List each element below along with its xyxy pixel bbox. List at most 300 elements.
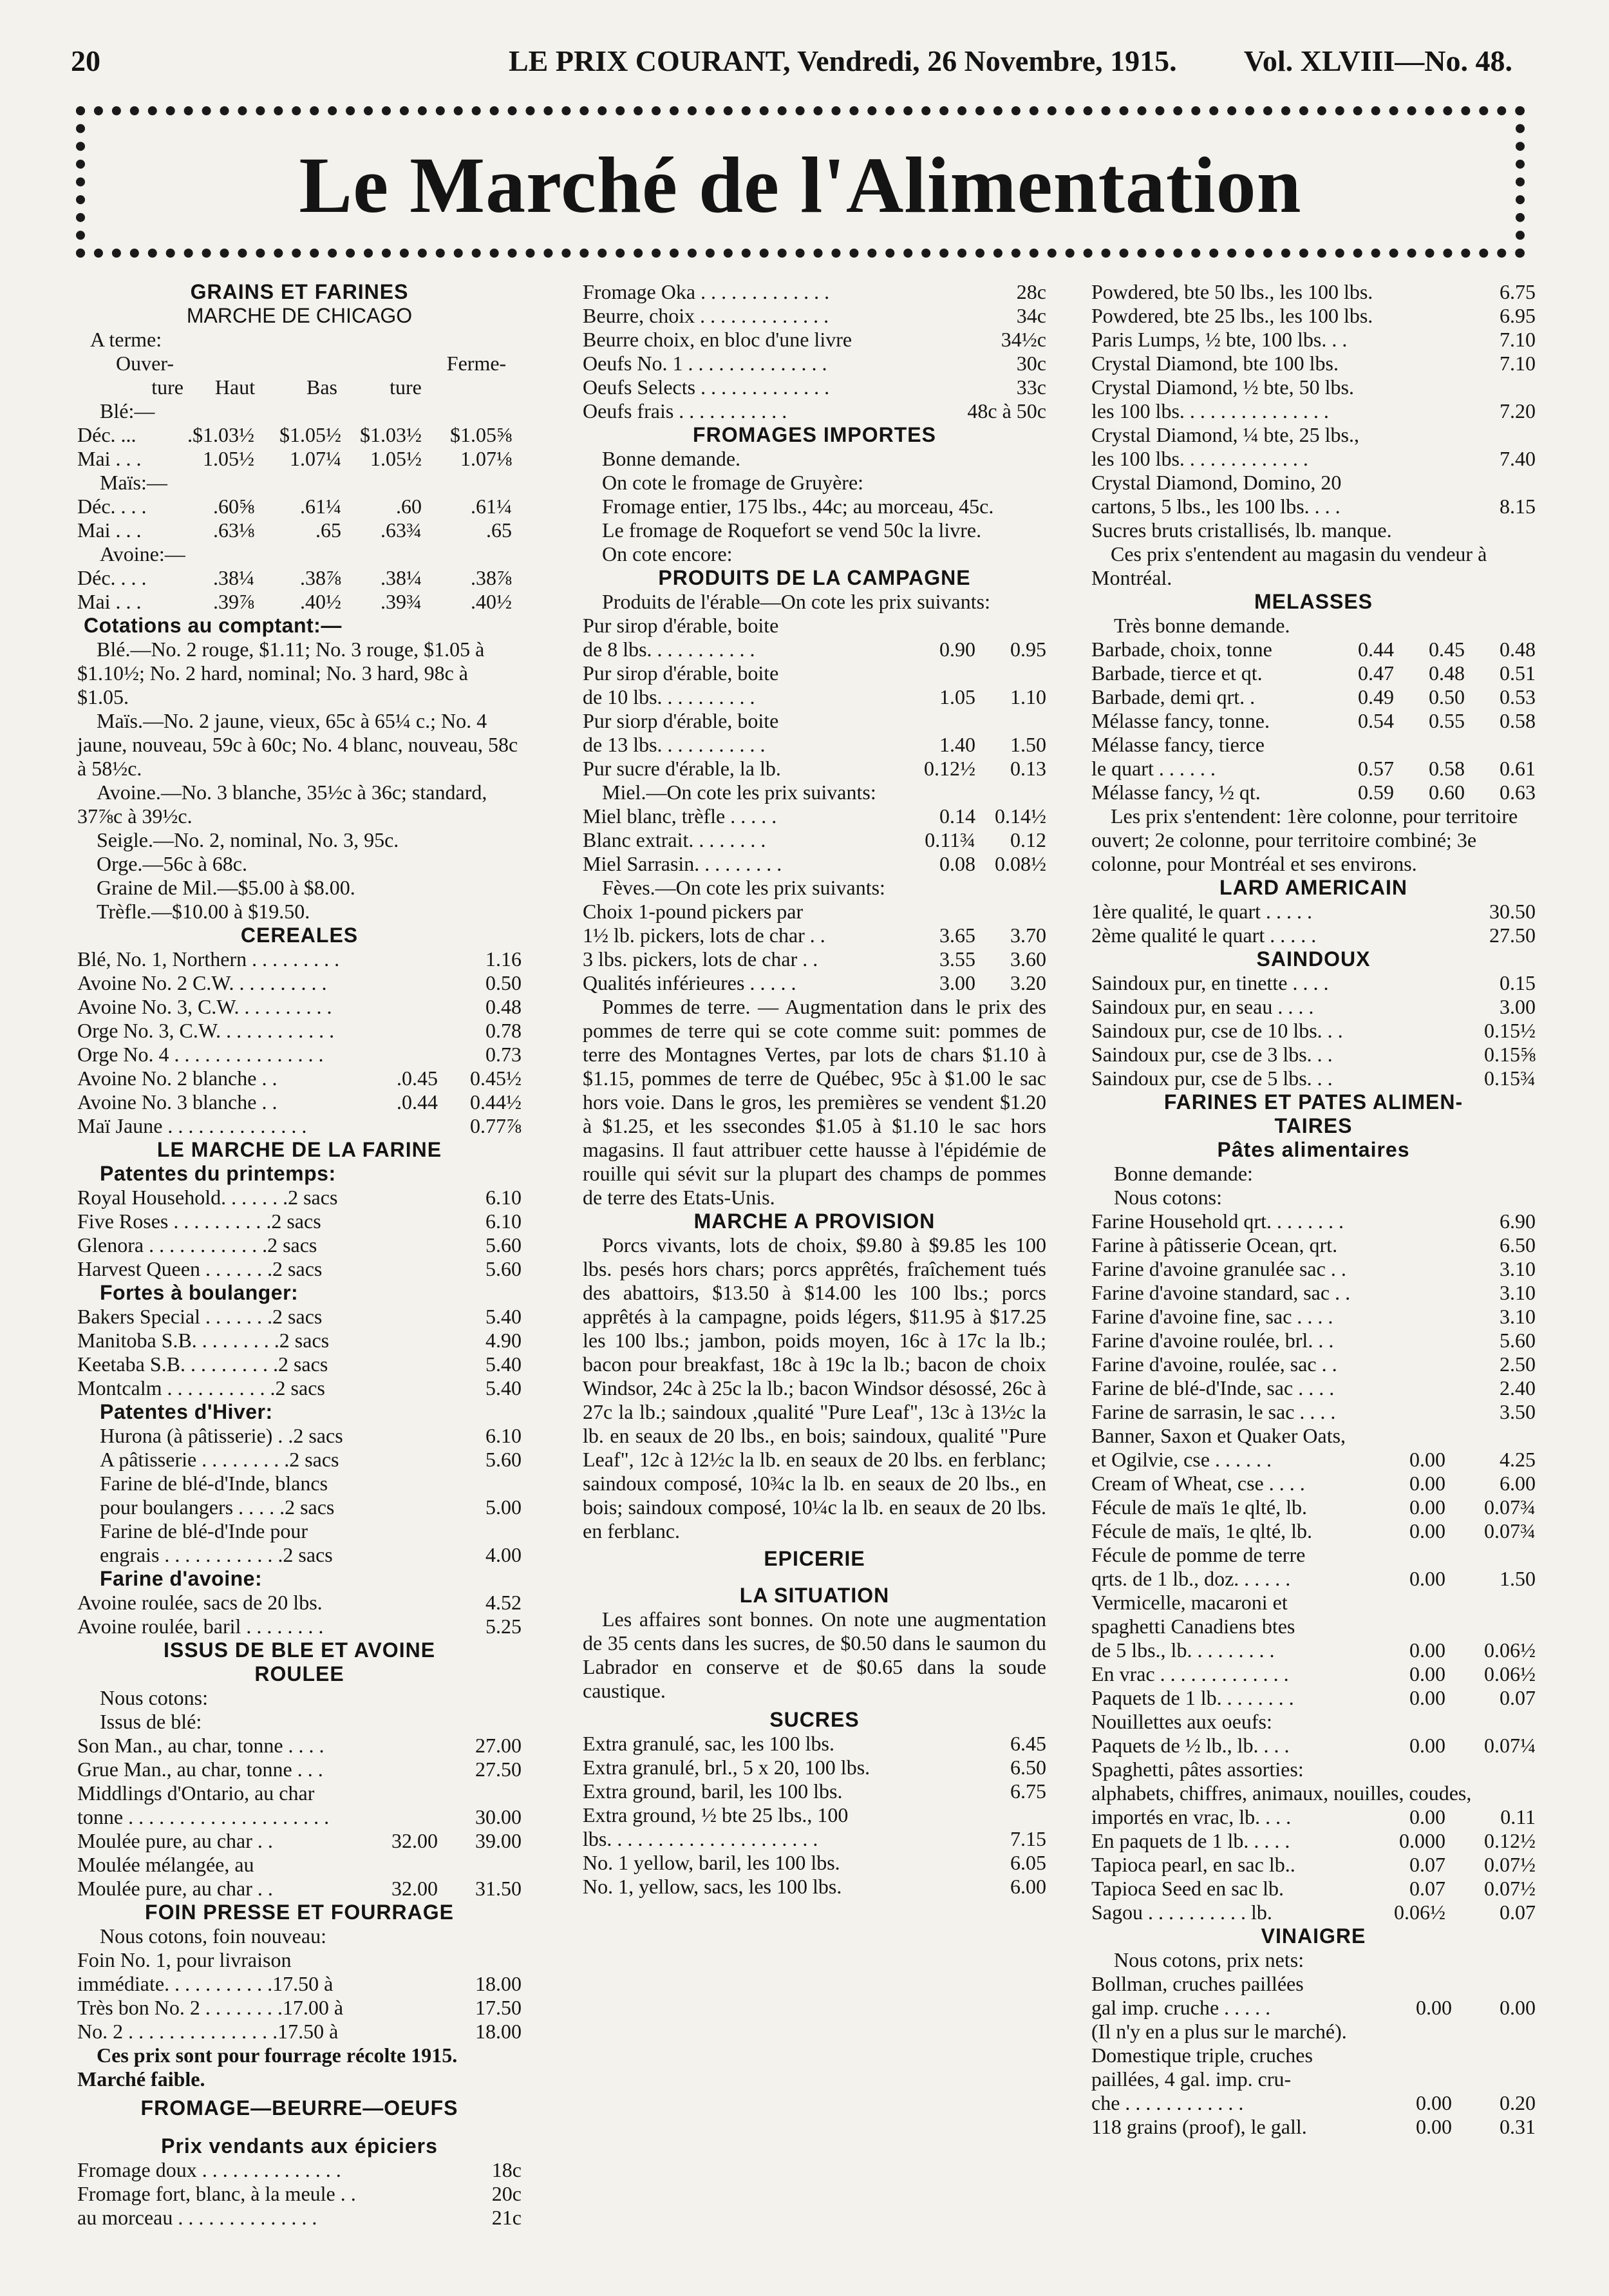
price-value: 5.60 xyxy=(1500,1329,1536,1352)
price-value: 3.50 xyxy=(1500,1400,1536,1423)
price-row xyxy=(583,280,1046,304)
price-row xyxy=(1091,1829,1536,1853)
text-line: Choix 1-pound pickers par xyxy=(583,900,804,923)
price-value: 0.07½ xyxy=(1484,1853,1536,1876)
price-value: 5.60 xyxy=(485,1257,522,1280)
price-value: 5.25 xyxy=(485,1615,522,1638)
price-value xyxy=(354,1805,438,1829)
price-value: 0.08½ xyxy=(995,852,1046,875)
price-label: Royal Household. . . . . . .2 sacs xyxy=(77,1186,338,1209)
price-value: 6.45 xyxy=(1010,1732,1046,1755)
price-label: Blanc extrait. . . . . . . . xyxy=(583,828,766,851)
price-value: 32.00 xyxy=(391,1829,438,1852)
price-row xyxy=(77,1972,522,1996)
price-value: 1.07⅛ xyxy=(460,447,512,470)
price-value: 0.44 xyxy=(1358,638,1394,661)
price-value: 1.10 xyxy=(1010,685,1046,708)
price-label: Mélasse fancy, tonne. xyxy=(1091,709,1270,732)
price-label: Beurre choix, en bloc d'une livre xyxy=(583,328,852,351)
price-label: Miel blanc, trèfle . . . . . xyxy=(583,804,777,828)
col-header: Bas xyxy=(306,375,337,399)
price-row xyxy=(77,1233,522,1257)
price-label: En paquets de 1 lb. . . . . xyxy=(1091,1829,1290,1852)
col-header: Ferme- xyxy=(446,352,507,375)
price-label: A pâtisserie . . . . . . . . .2 sacs xyxy=(100,1448,339,1471)
price-value: 0.11 xyxy=(1500,1805,1536,1828)
price-label: Fécule de maïs, 1e qlté, lb. xyxy=(1091,1519,1313,1542)
price-value: 0.00 xyxy=(1409,1662,1445,1685)
price-label: tonne . . . . . . . . . . . . . . . . . . . . xyxy=(77,1805,330,1828)
price-value xyxy=(1381,2020,1452,2044)
subheading: Farine d'avoine: xyxy=(100,1567,263,1590)
section-heading: FOIN PRESSE ET FOURRAGE xyxy=(145,1901,454,1924)
price-label: Barbade, choix, tonne xyxy=(1091,638,1272,661)
price-value: .60 xyxy=(396,495,422,518)
price-row xyxy=(583,971,1046,995)
price-value: 0.13 xyxy=(1010,757,1046,780)
price-label: Extra granulé, sac, les 100 lbs. xyxy=(583,1732,834,1755)
price-value: 30.00 xyxy=(475,1805,522,1828)
price-row xyxy=(77,995,522,1019)
price-row xyxy=(77,1734,522,1758)
price-value xyxy=(438,1853,522,1877)
subheading: Blé:— xyxy=(100,399,155,422)
price-row xyxy=(583,375,1046,399)
section-heading: ROULEE xyxy=(254,1662,344,1685)
price-value: 3.10 xyxy=(1500,1257,1536,1280)
price-row xyxy=(1091,1067,1536,1090)
price-row xyxy=(77,1543,522,1567)
price-row xyxy=(583,733,1046,757)
section-heading: LARD AMERICAIN xyxy=(1219,876,1407,899)
price-value: 30.50 xyxy=(1489,900,1536,923)
running-header xyxy=(64,37,1512,89)
price-value xyxy=(1323,733,1394,757)
price-value xyxy=(975,614,1046,638)
price-value: 0.61 xyxy=(1500,757,1536,780)
price-row xyxy=(1091,1233,1536,1257)
price-value xyxy=(1445,1758,1536,1781)
price-value: 0.00 xyxy=(1409,1567,1445,1590)
text-line: Issus de blé: xyxy=(100,1710,202,1733)
paragraph: Pommes de terre. — Augmentation dans le prix des pommes de terre qui se cote comme suit: pommes de terre des Montagnes Vertes, par lots de chars $1.10 à $1.15, pommes de terre de Québec, 95c à $1.00 le sac hors voie. Dans le gros, les premières se vendent $1.20 à $1.25, et les ssecondes $1.05 à $1.10 le sac hors magasins. Il faut attribuer cette hausse à l'épidémie de rouille qui sévit sur la plupart des champs de pommes de terre des Etats-Unis. xyxy=(583,995,1046,1209)
price-label: Qualités inférieures . . . . . xyxy=(583,971,796,994)
price-row xyxy=(1091,1257,1536,1281)
subheading: MARCHE DE CHICAGO xyxy=(186,304,413,327)
price-row xyxy=(1091,1281,1536,1305)
price-row xyxy=(583,638,1046,661)
price-label: Avoine roulée, sacs de 20 lbs. xyxy=(77,1591,323,1614)
futures-row xyxy=(77,495,522,518)
price-value: 0.07 xyxy=(1409,1853,1445,1876)
price-value: 0.00 xyxy=(1409,1734,1445,1757)
price-row xyxy=(583,352,1046,375)
price-label: Vermicelle, macaroni et xyxy=(1091,1591,1288,1614)
price-value: 0.11¾ xyxy=(925,828,975,851)
price-value: 3.10 xyxy=(1500,1305,1536,1328)
price-value: 5.00 xyxy=(485,1495,522,1519)
price-value: 6.75 xyxy=(1010,1779,1046,1803)
column-1 xyxy=(77,280,522,2230)
price-label: Mélasse fancy, tierce xyxy=(1091,733,1265,756)
section-heading: TAIRES xyxy=(1274,1114,1353,1137)
price-label: Oeufs No. 1 . . . . . . . . . . . . . . xyxy=(583,352,827,375)
price-label: Foin No. 1, pour livraison xyxy=(77,1948,292,1971)
price-label: au morceau . . . . . . . . . . . . . . xyxy=(77,2206,317,2229)
price-row xyxy=(77,1257,522,1281)
subheading: Avoine:— xyxy=(100,542,185,565)
price-value xyxy=(1381,2067,1452,2091)
text-line: Farine de blé-d'Inde, blancs xyxy=(100,1472,328,1495)
price-value xyxy=(1465,375,1536,399)
price-row xyxy=(1091,924,1536,947)
section-heading: VINAIGRE xyxy=(1261,1924,1366,1948)
price-value: 0.07¼ xyxy=(1484,1734,1536,1757)
price-row xyxy=(1091,1781,1536,1805)
price-value: 27.50 xyxy=(1489,924,1536,947)
paragraph: Orge.—56c à 68c. xyxy=(97,852,247,875)
price-row xyxy=(1091,1400,1536,1424)
price-label: Fécule de pomme de terre xyxy=(1091,1543,1306,1566)
price-label: En vrac . . . . . . . . . . . . . xyxy=(1091,1662,1289,1685)
price-value: 32.00 xyxy=(391,1877,438,1900)
price-label: Saindoux pur, cse de 5 lbs. . . xyxy=(1091,1067,1333,1090)
label: A terme: xyxy=(90,328,162,351)
price-row xyxy=(1091,685,1536,709)
price-value xyxy=(1445,1591,1536,1615)
section-heading: MELASSES xyxy=(1254,590,1373,613)
price-value xyxy=(354,1853,438,1877)
price-label: Mélasse fancy, ½ qt. xyxy=(1091,781,1261,804)
price-label: Barbade, demi qrt. . xyxy=(1091,685,1256,708)
price-label: Fromage fort, blanc, à la meule . . xyxy=(77,2182,356,2205)
price-row xyxy=(77,1615,522,1638)
paragraph: Produits de l'érable—On cote les prix suivants: xyxy=(602,590,990,613)
paragraph: Ces prix sont pour fourrage récolte 1915. Marché faible. xyxy=(77,2044,458,2091)
price-value: 0.000 xyxy=(1399,1829,1445,1852)
paragraph: Maïs.—No. 2 jaune, vieux, 65c à 65¼ c.; No. 4 jaune, nouveau, 59c à 60c; No. 4 blanc, nouveau, 58c à 58½c. xyxy=(77,709,518,780)
price-row xyxy=(1091,1305,1536,1329)
price-value xyxy=(1465,423,1536,447)
price-value: .63⅛ xyxy=(213,518,254,542)
price-value: 0.00 xyxy=(1409,1472,1445,1495)
price-label: Saindoux pur, en tinette . . . . xyxy=(1091,971,1329,994)
price-value: 3.00 xyxy=(1500,995,1536,1018)
price-value: 0.06½ xyxy=(1394,1901,1445,1924)
price-value xyxy=(1452,2044,1536,2067)
price-row xyxy=(77,2020,522,2044)
price-value xyxy=(1500,1781,1536,1805)
price-value: 0.45 xyxy=(1429,638,1465,661)
price-label: Hurona (à pâtisserie) . .2 sacs xyxy=(100,1424,343,1447)
price-label: Banner, Saxon et Quaker Oats, xyxy=(1091,1424,1346,1447)
price-value: .63¾ xyxy=(381,518,422,542)
page-title: Le Marché de l'Alimentation xyxy=(299,141,1302,229)
price-row xyxy=(1091,1495,1536,1519)
subheading: Maïs:— xyxy=(100,471,167,494)
price-value: 30c xyxy=(1016,352,1046,375)
price-row xyxy=(1091,638,1536,661)
price-value: .61¼ xyxy=(300,495,341,518)
price-value xyxy=(1375,1615,1445,1638)
price-value xyxy=(1445,1615,1536,1638)
price-value: 1.40 xyxy=(939,733,975,756)
price-value: 0.53 xyxy=(1500,685,1536,708)
price-row xyxy=(1091,1376,1536,1400)
price-value: 7.20 xyxy=(1500,399,1536,422)
section-heading: FROMAGE—BEURRE—OEUFS xyxy=(140,2096,458,2120)
paragraph: Blé.—No. 2 rouge, $1.11; No. 3 rouge, $1.05 à $1.10½; No. 2 hard, nominal; No. 3 hard, 98c à $1.05. xyxy=(77,638,485,708)
price-value: 2.50 xyxy=(1500,1352,1536,1376)
price-value: 0.57 xyxy=(1358,757,1394,780)
price-value: .38¼ xyxy=(213,566,254,589)
price-value: 0.00 xyxy=(1409,1495,1445,1519)
price-value: 0.58 xyxy=(1429,757,1465,780)
price-label: Farine Household qrt. . . . . . . . xyxy=(1091,1210,1344,1233)
price-value xyxy=(1452,1972,1536,1996)
price-row xyxy=(583,328,1046,352)
price-value: 6.00 xyxy=(1500,1472,1536,1495)
price-label: Mai . . . xyxy=(77,447,142,470)
price-row xyxy=(77,1591,522,1615)
price-value xyxy=(1465,471,1536,495)
price-value: $1.05½ xyxy=(279,423,341,446)
price-value xyxy=(1375,1400,1445,1424)
price-value: 4.52 xyxy=(485,1591,522,1614)
price-value: 33c xyxy=(1016,375,1046,399)
price-row xyxy=(583,1875,1046,1899)
price-value: 0.44½ xyxy=(470,1090,522,1114)
price-label: Crystal Diamond, Domino, 20 xyxy=(1091,471,1342,494)
futures-row xyxy=(77,566,522,590)
price-value: 0.50 xyxy=(1429,685,1465,708)
price-value: 3.55 xyxy=(939,947,975,971)
price-value: 0.48 xyxy=(1429,661,1465,685)
price-row xyxy=(1091,1996,1536,2020)
paragraph: Trèfle.—$10.00 à $19.50. xyxy=(97,900,310,923)
price-value xyxy=(1452,2067,1536,2091)
subheading: Prix vendants aux épiciers xyxy=(161,2134,438,2158)
price-row xyxy=(583,924,1046,947)
section-heading: CEREALES xyxy=(240,924,359,947)
price-row xyxy=(1091,1567,1536,1591)
price-row xyxy=(1091,2044,1536,2067)
price-label: Crystal Diamond, ½ bte, 50 lbs. xyxy=(1091,375,1354,399)
price-label: Déc. ... xyxy=(77,423,136,446)
price-value: .60⅝ xyxy=(213,495,254,518)
price-value: 6.75 xyxy=(1500,280,1536,303)
price-value: 3.10 xyxy=(1500,1281,1536,1304)
price-row xyxy=(1091,328,1536,352)
price-value xyxy=(1375,1257,1445,1281)
price-value: 0.15¾ xyxy=(1484,1067,1536,1090)
price-label: cartons, 5 lbs., les 100 lbs. . . . xyxy=(1091,495,1341,518)
price-value: $1.03½ xyxy=(360,423,422,446)
price-label: Avoine No. 2 blanche . . xyxy=(77,1067,278,1090)
price-row xyxy=(77,2158,522,2182)
section-heading: LA SITUATION xyxy=(739,1584,890,1607)
title-banner xyxy=(76,106,1525,258)
price-value: 1.05½ xyxy=(370,447,422,470)
price-value xyxy=(1394,733,1465,757)
price-row xyxy=(1091,1352,1536,1376)
price-value: 0.07¾ xyxy=(1484,1519,1536,1542)
paragraph: Porcs vivants, lots de choix, $9.80 à $9.85 les 100 lbs. pesés hors chars; porcs apprêtés, fraîchement tués des abattoirs, $13.50 à $14.00 les 100 lbs.; porcs apprêtés à la campagne, poids légers, $11.95 à $17.25 les 100 lbs.; jambon, poids moyen, 16c à 17c la lb.; bacon pour breakfast, 18c à 19c la lb.; bacon de choix Windsor, 24c à 25c la lb.; bacon Windsor désossé, 26c à 27c la lb.; saindoux ,qualité "Pure Leaf", 13c à 13½c la lb. en seaux de 20 lbs., en bois; saindoux, qualité "Pure Leaf", 12c à 12½c la lb. en seaux de 20 lbs. en ferblanc; saindoux composé, 10¾c la lb. en seaux de 20 lbs., en bois; saindoux composé, 10¼c la lb. en seaux de 20 lbs. en ferblanc. xyxy=(583,1233,1046,1542)
price-value: 4.25 xyxy=(1500,1448,1536,1471)
price-value: .40½ xyxy=(300,590,341,613)
price-label: Powdered, bte 25 lbs., les 100 lbs. xyxy=(1091,304,1373,327)
price-label: Farine de blé-d'Inde, sac . . . . xyxy=(1091,1376,1335,1399)
price-row xyxy=(583,304,1046,328)
price-label: pour boulangers . . . . .2 sacs xyxy=(100,1495,335,1519)
price-value: 0.48 xyxy=(485,995,522,1018)
price-label: Pur sirop d'érable, boite xyxy=(583,614,779,637)
price-label: Fromage Oka . . . . . . . . . . . . . xyxy=(583,280,830,303)
price-value xyxy=(354,1758,438,1781)
price-row xyxy=(77,1853,522,1877)
price-value xyxy=(367,971,438,995)
price-label: No. 1 yellow, baril, les 100 lbs. xyxy=(583,1851,840,1874)
price-value: 0.45½ xyxy=(470,1067,522,1090)
price-label: Paris Lumps, ½ bte, 100 lbs. . . xyxy=(1091,328,1348,351)
price-label: engrais . . . . . . . . . . . .2 sacs xyxy=(100,1543,333,1566)
price-label: Déc. . . . xyxy=(77,566,147,589)
price-value xyxy=(1375,1591,1445,1615)
price-label: Saindoux pur, cse de 3 lbs. . . xyxy=(1091,1043,1333,1066)
price-label: importés en vrac, lb. . . . xyxy=(1091,1805,1292,1828)
text-line: Nous cotons: xyxy=(100,1686,208,1709)
futures-row xyxy=(77,590,522,614)
price-label: 1½ lb. pickers, lots de char . . xyxy=(583,924,825,947)
price-row xyxy=(1091,1972,1536,1996)
price-value xyxy=(367,995,438,1019)
paragraph: On cote le fromage de Gruyère: xyxy=(602,471,864,494)
price-row xyxy=(1091,399,1536,423)
volume-number: Vol. XLVIII—No. 48. xyxy=(1243,44,1512,77)
price-row xyxy=(1091,304,1536,328)
price-label: Bollman, cruches paillées xyxy=(1091,1972,1304,1995)
price-value: 0.07 xyxy=(1500,1901,1536,1924)
price-value xyxy=(1445,1543,1536,1567)
price-row xyxy=(77,1019,522,1043)
price-value: 6.50 xyxy=(1010,1756,1046,1779)
price-row xyxy=(1091,1424,1536,1448)
price-value xyxy=(1375,1305,1445,1329)
price-label: qrts. de 1 lb., doz. . . . . . xyxy=(1091,1567,1291,1590)
price-value: 0.95 xyxy=(1010,638,1046,661)
price-label: Extra ground, baril, les 100 lbs. xyxy=(583,1779,843,1803)
price-value: 6.10 xyxy=(485,1424,522,1447)
price-row xyxy=(1091,471,1536,495)
price-row xyxy=(77,1114,522,1138)
price-label: Fromage doux . . . . . . . . . . . . . . xyxy=(77,2158,341,2181)
price-label: de 13 lbs. . . . . . . . . . . xyxy=(583,733,766,756)
price-label: Saindoux pur, cse de 10 lbs. . . xyxy=(1091,1019,1343,1042)
price-value: 18.00 xyxy=(475,2020,522,2043)
price-label: Barbade, tierce et qt. xyxy=(1091,661,1263,685)
price-value xyxy=(1452,2020,1536,2044)
price-value: 34½c xyxy=(1001,328,1046,351)
price-value xyxy=(354,1734,438,1758)
paragraph: Les prix s'entendent: 1ère colonne, pour territoire ouvert; 2e colonne, pour territoire combiné; 3e colonne, pour Montréal et ses environs. xyxy=(1091,804,1518,875)
price-value: 0.48 xyxy=(1500,638,1536,661)
price-value: 0.00 xyxy=(1409,1638,1445,1662)
price-value: .38⅞ xyxy=(300,566,341,589)
price-value xyxy=(367,1114,438,1138)
price-label: gal imp. cruche . . . . . xyxy=(1091,1996,1271,2019)
price-label: lbs. . . . . . . . . . . . . . . . . . . . . xyxy=(583,1827,818,1850)
price-value: 0.20 xyxy=(1500,2091,1536,2114)
price-row xyxy=(1091,1615,1536,1638)
price-row xyxy=(77,1781,522,1805)
section-heading: PRODUITS DE LA CAMPAGNE xyxy=(658,566,971,589)
price-label: Extra granulé, brl., 5 x 20, 100 lbs. xyxy=(583,1756,870,1779)
price-value: 0.50 xyxy=(485,971,522,994)
price-row xyxy=(583,1732,1046,1756)
price-value: 20c xyxy=(491,2182,522,2205)
price-value xyxy=(1375,1376,1445,1400)
price-value: 1.05 xyxy=(939,685,975,708)
price-value: 0.00 xyxy=(1416,2091,1452,2114)
price-value: 7.15 xyxy=(1010,1827,1046,1850)
price-value xyxy=(438,1948,522,1972)
column-2 xyxy=(583,280,1046,1899)
price-value: 0.58 xyxy=(1500,709,1536,732)
price-value: 7.10 xyxy=(1500,328,1536,351)
price-label: Five Roses . . . . . . . . . .2 sacs xyxy=(77,1210,321,1233)
price-row xyxy=(77,1495,522,1519)
price-value: 3.60 xyxy=(1010,947,1046,971)
price-row xyxy=(77,1090,522,1114)
price-row xyxy=(1091,1019,1536,1043)
price-value: 0.07 xyxy=(1500,1686,1536,1709)
price-value xyxy=(975,661,1046,685)
price-label: 2ème qualité le quart . . . . . xyxy=(1091,924,1317,947)
price-value: 8.15 xyxy=(1500,495,1536,518)
price-value: 0.06½ xyxy=(1484,1662,1536,1685)
paragraph: Seigle.—No. 2, nominal, No. 3, 95c. xyxy=(97,828,399,851)
price-value xyxy=(1375,1329,1445,1352)
price-value: 0.07 xyxy=(1409,1877,1445,1900)
text-line: Très bonne demande. xyxy=(1114,614,1290,637)
price-value: .65 xyxy=(315,518,341,542)
price-value: 0.06½ xyxy=(1484,1638,1536,1662)
table-header xyxy=(77,352,522,375)
price-label: Crystal Diamond, ¼ bte, 25 lbs., xyxy=(1091,423,1359,446)
price-row xyxy=(1091,495,1536,518)
price-row xyxy=(583,709,1046,733)
price-value xyxy=(367,1043,438,1067)
price-value: 0.51 xyxy=(1500,661,1536,685)
price-row xyxy=(1091,733,1536,757)
price-row xyxy=(583,614,1046,638)
price-label: Harvest Queen . . . . . . .2 sacs xyxy=(77,1257,323,1280)
price-value: 6.00 xyxy=(1010,1875,1046,1898)
price-row xyxy=(1091,2020,1536,2044)
price-label: immédiate. . . . . . . . . . .17.50 à xyxy=(77,1972,334,1995)
price-label: Glenora . . . . . . . . . . . .2 sacs xyxy=(77,1233,317,1257)
price-value xyxy=(354,1781,438,1805)
price-label: les 100 lbs. . . . . . . . . . . . . . . xyxy=(1091,399,1329,422)
price-value xyxy=(367,947,438,971)
price-label: Moulée pure, au char . . xyxy=(77,1829,273,1852)
price-label: Avoine No. 3 blanche . . xyxy=(77,1090,278,1114)
section-heading: SUCRES xyxy=(769,1708,860,1731)
price-row xyxy=(1091,1591,1536,1615)
price-row xyxy=(1091,757,1536,781)
section-heading: EPICERIE xyxy=(764,1547,865,1570)
futures-row xyxy=(77,447,522,471)
